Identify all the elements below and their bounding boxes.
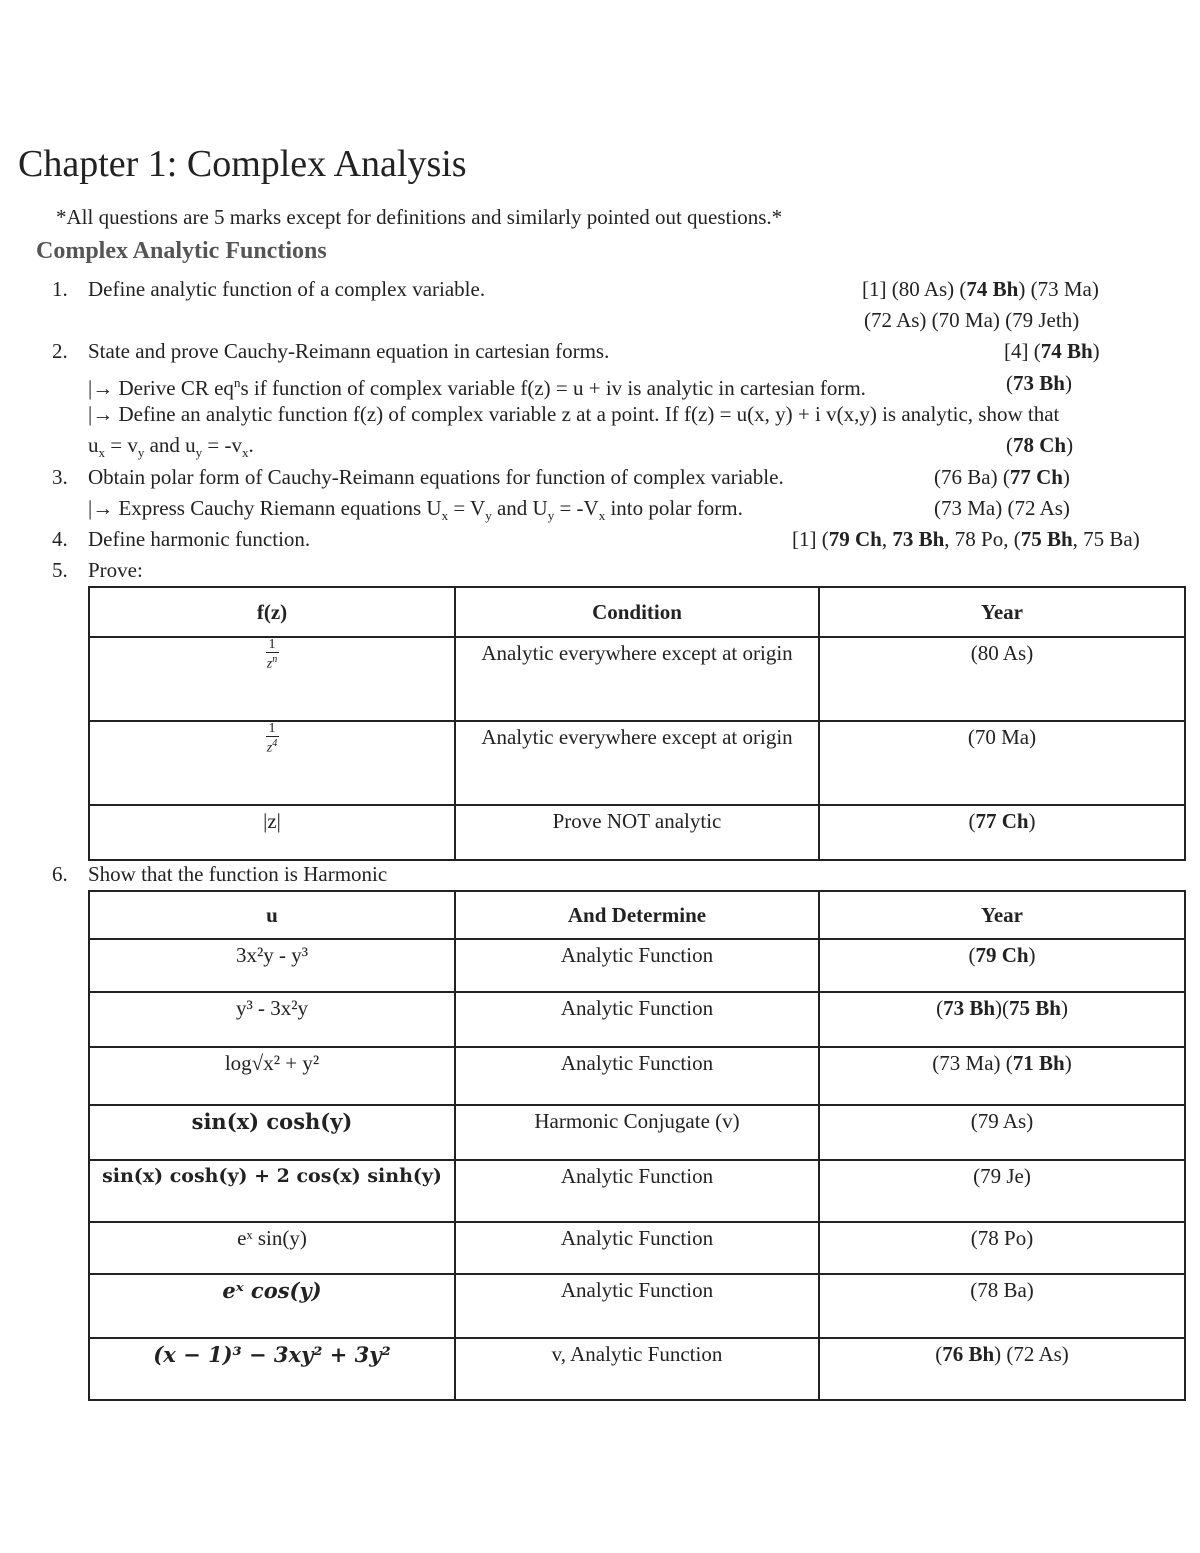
question-reference: [4] (74 Bh) bbox=[1004, 339, 1100, 363]
u-cell: y³ - 3x²y bbox=[89, 992, 455, 1047]
table-header: Year bbox=[819, 891, 1185, 939]
question-reference: (76 Ba) (77 Ch) bbox=[934, 465, 1070, 489]
year-cell: (80 As) bbox=[819, 637, 1185, 721]
table-header-row bbox=[89, 891, 1185, 939]
harmonic-table bbox=[88, 890, 1186, 1401]
year-cell: (78 Ba) bbox=[819, 1274, 1185, 1338]
year-cell: (79 Ch) bbox=[819, 939, 1185, 992]
table-header-row bbox=[89, 587, 1185, 637]
question-number: 1. bbox=[52, 277, 68, 301]
determine-cell: Analytic Function bbox=[455, 1222, 819, 1274]
question-number: 5. bbox=[52, 558, 68, 582]
question-text: Define harmonic function. bbox=[88, 527, 311, 551]
question-reference: [1] (80 As) (74 Bh) (73 Ma) bbox=[862, 277, 1099, 301]
table-row bbox=[89, 805, 1185, 860]
table-header: f(z) bbox=[89, 587, 455, 637]
sub-question-text: |→ Derive CR $eq^ns$ if function of complex variable f(z) = u + iv is analytic in cartesian form. bbox=[88, 375, 866, 400]
table-row bbox=[89, 939, 1185, 992]
condition-cell: Analytic everywhere except at origin bbox=[455, 637, 819, 721]
u-cell: log√x² + y² bbox=[89, 1047, 455, 1105]
table-row bbox=[89, 721, 1185, 805]
prove-table bbox=[88, 586, 1186, 861]
question-text: Show that the function is Harmonic bbox=[88, 862, 388, 886]
u-cell: (x − 1)³ − 3xy² + 3y² bbox=[89, 1338, 455, 1400]
determine-cell: v, Analytic Function bbox=[455, 1338, 819, 1400]
fz-cell bbox=[89, 721, 455, 805]
sub-question-text: |→ Express Cauchy Riemann equations $U_x = V_y$ and $U_y = -V_x$ into polar form. bbox=[88, 496, 743, 524]
determine-cell: Analytic Function bbox=[455, 1047, 819, 1105]
fz-cell bbox=[89, 637, 455, 721]
table-row bbox=[89, 637, 1185, 721]
year-cell: (79 Je) bbox=[819, 1160, 1185, 1222]
u-cell: 3x²y - y³ bbox=[89, 939, 455, 992]
year-cell: (76 Bh) (72 As) bbox=[819, 1338, 1185, 1400]
u-cell: eˣ cos(y) bbox=[89, 1274, 455, 1338]
u-cell: sin(x) cosh(y) + 2 cos(x) sinh(y) bbox=[89, 1160, 455, 1222]
u-cell: eˣ sin(y) bbox=[89, 1222, 455, 1274]
year-cell: (77 Ch) bbox=[819, 805, 1185, 860]
question-text: Prove: bbox=[88, 558, 143, 582]
year-cell: (73 Bh)(75 Bh) bbox=[819, 992, 1185, 1047]
section-heading: Complex Analytic Functions bbox=[36, 238, 327, 264]
determine-cell: Analytic Function bbox=[455, 992, 819, 1047]
determine-cell: Analytic Function bbox=[455, 1274, 819, 1338]
condition-cell: Prove NOT analytic bbox=[455, 805, 819, 860]
question-number: 4. bbox=[52, 527, 68, 551]
year-cell: (79 As) bbox=[819, 1105, 1185, 1160]
table-row bbox=[89, 1338, 1185, 1400]
question-reference: [1] (79 Ch, 73 Bh, 78 Po, (75 Bh, 75 Ba) bbox=[792, 527, 1140, 551]
question-reference: (73 Bh) bbox=[1006, 371, 1072, 395]
table-header: And Determine bbox=[455, 891, 819, 939]
year-cell: (78 Po) bbox=[819, 1222, 1185, 1274]
table-row bbox=[89, 1160, 1185, 1222]
table-header: Condition bbox=[455, 587, 819, 637]
question-number: 3. bbox=[52, 465, 68, 489]
marks-note: *All questions are 5 marks except for definitions and similarly pointed out questions.* bbox=[56, 205, 783, 229]
table-row bbox=[89, 1222, 1185, 1274]
condition-cell: Analytic everywhere except at origin bbox=[455, 721, 819, 805]
table-row bbox=[89, 1274, 1185, 1338]
question-reference: (73 Ma) (72 As) bbox=[934, 496, 1070, 520]
question-reference: (72 As) (70 Ma) (79 Jeth) bbox=[864, 308, 1080, 332]
page-title: Chapter 1: Complex Analysis bbox=[18, 143, 467, 185]
determine-cell: Analytic Function bbox=[455, 939, 819, 992]
determine-cell: Harmonic Conjugate (v) bbox=[455, 1105, 819, 1160]
question-text: State and prove Cauchy-Reimann equation in cartesian forms. bbox=[88, 339, 610, 363]
table-row bbox=[89, 1047, 1185, 1105]
question-number: 6. bbox=[52, 862, 68, 886]
determine-cell: Analytic Function bbox=[455, 1160, 819, 1222]
fraction: $\frac{1}{z^n}$ bbox=[266, 637, 278, 673]
year-cell: (73 Ma) (71 Bh) bbox=[819, 1047, 1185, 1105]
table-row bbox=[89, 1105, 1185, 1160]
sub-question-text: $u_x = v_y$ and $u_y = -v_x$. bbox=[88, 433, 254, 461]
fraction: $\frac{1}{z^4}$ bbox=[266, 721, 278, 757]
table-row bbox=[89, 992, 1185, 1047]
fz-cell: |z| bbox=[89, 805, 455, 860]
u-cell: sin(x) cosh(y) bbox=[89, 1105, 455, 1160]
question-number: 2. bbox=[52, 339, 68, 363]
table-header: u bbox=[89, 891, 455, 939]
question-text: Define analytic function of a complex variable. bbox=[88, 277, 486, 301]
year-cell: (70 Ma) bbox=[819, 721, 1185, 805]
table-header: Year bbox=[819, 587, 1185, 637]
sub-question-text: |→ Define an analytic function f(z) of complex variable z at a point. If f(z) = u(x, y) + i v(x,y) is analytic, show that bbox=[88, 402, 1060, 426]
question-text: Obtain polar form of Cauchy-Reimann equations for function of complex variable. bbox=[88, 465, 784, 489]
question-reference: (78 Ch) bbox=[1006, 433, 1074, 457]
